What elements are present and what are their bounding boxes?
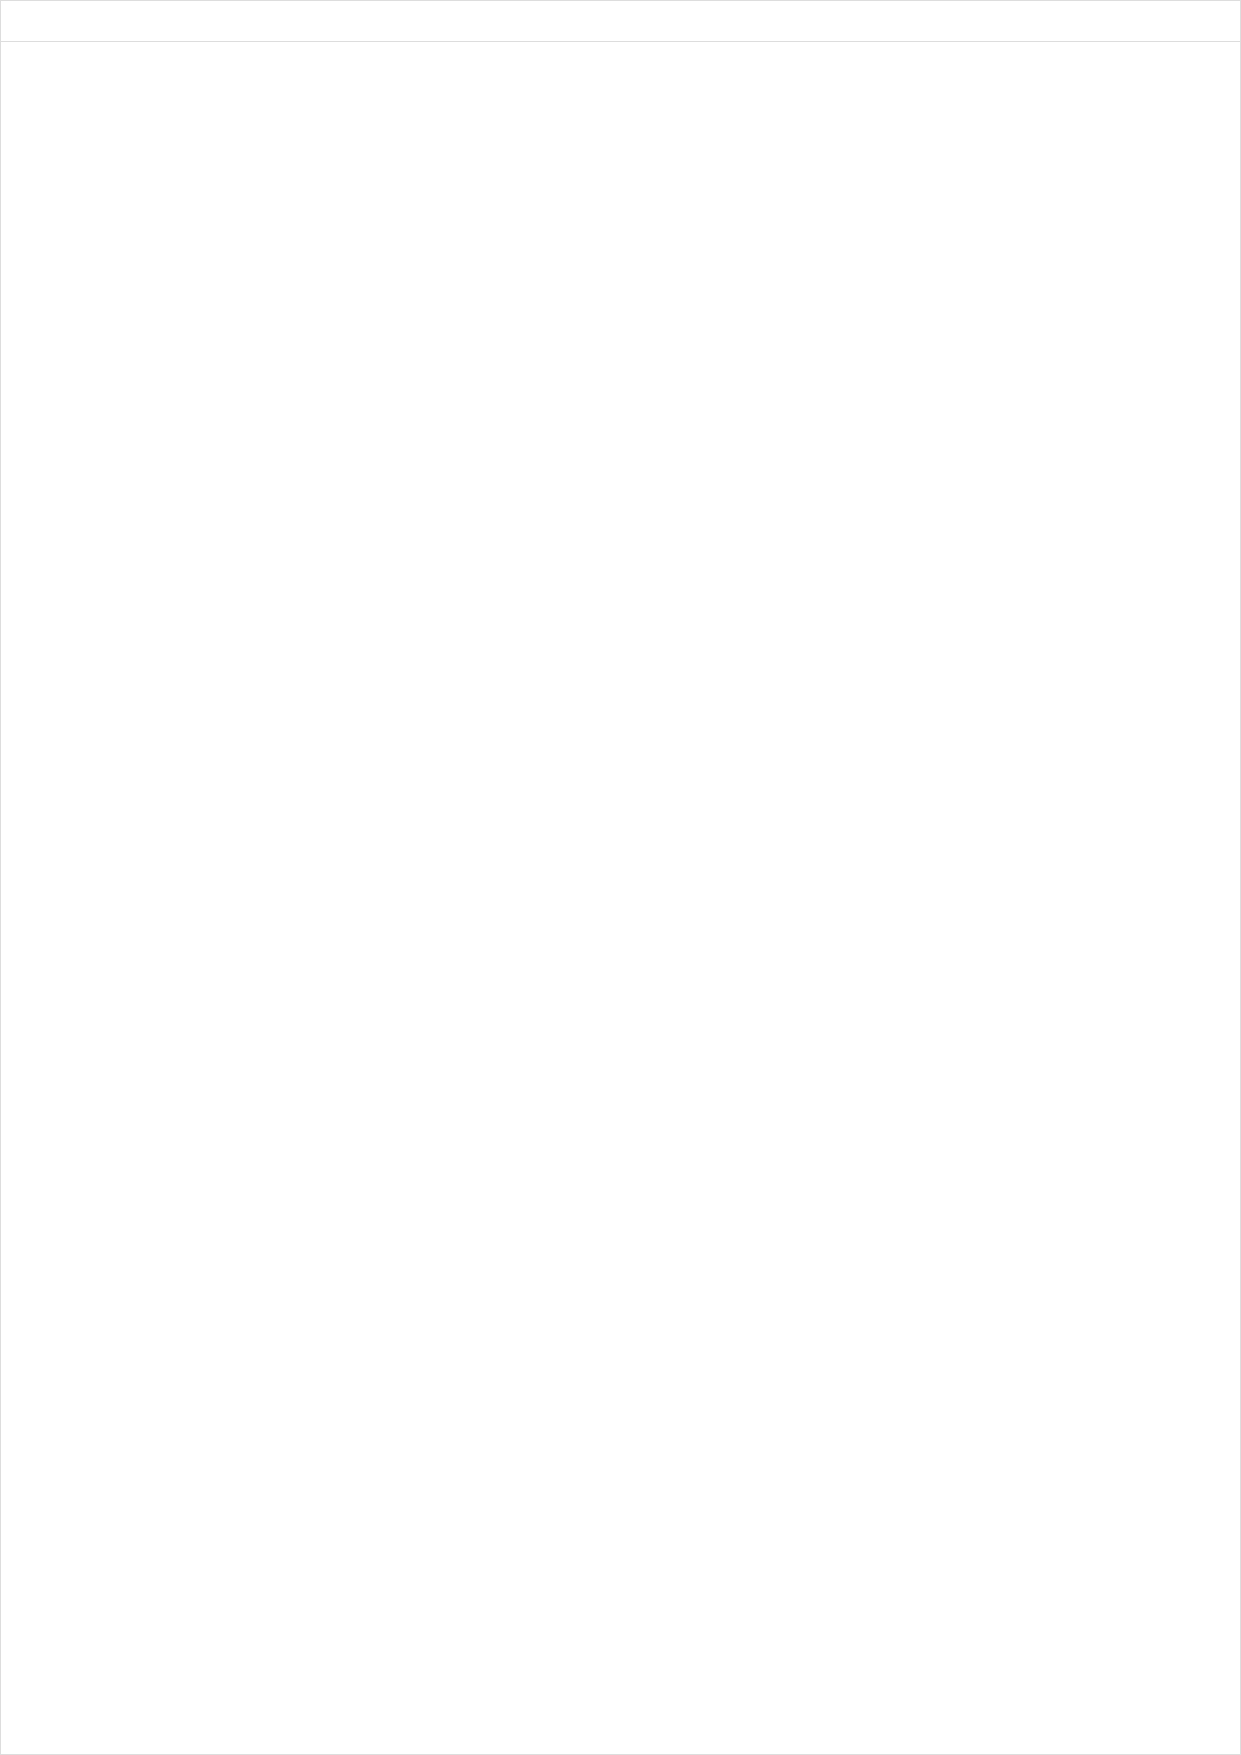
title-bar — [1, 1, 1240, 42]
main-content — [1, 42, 1240, 1754]
